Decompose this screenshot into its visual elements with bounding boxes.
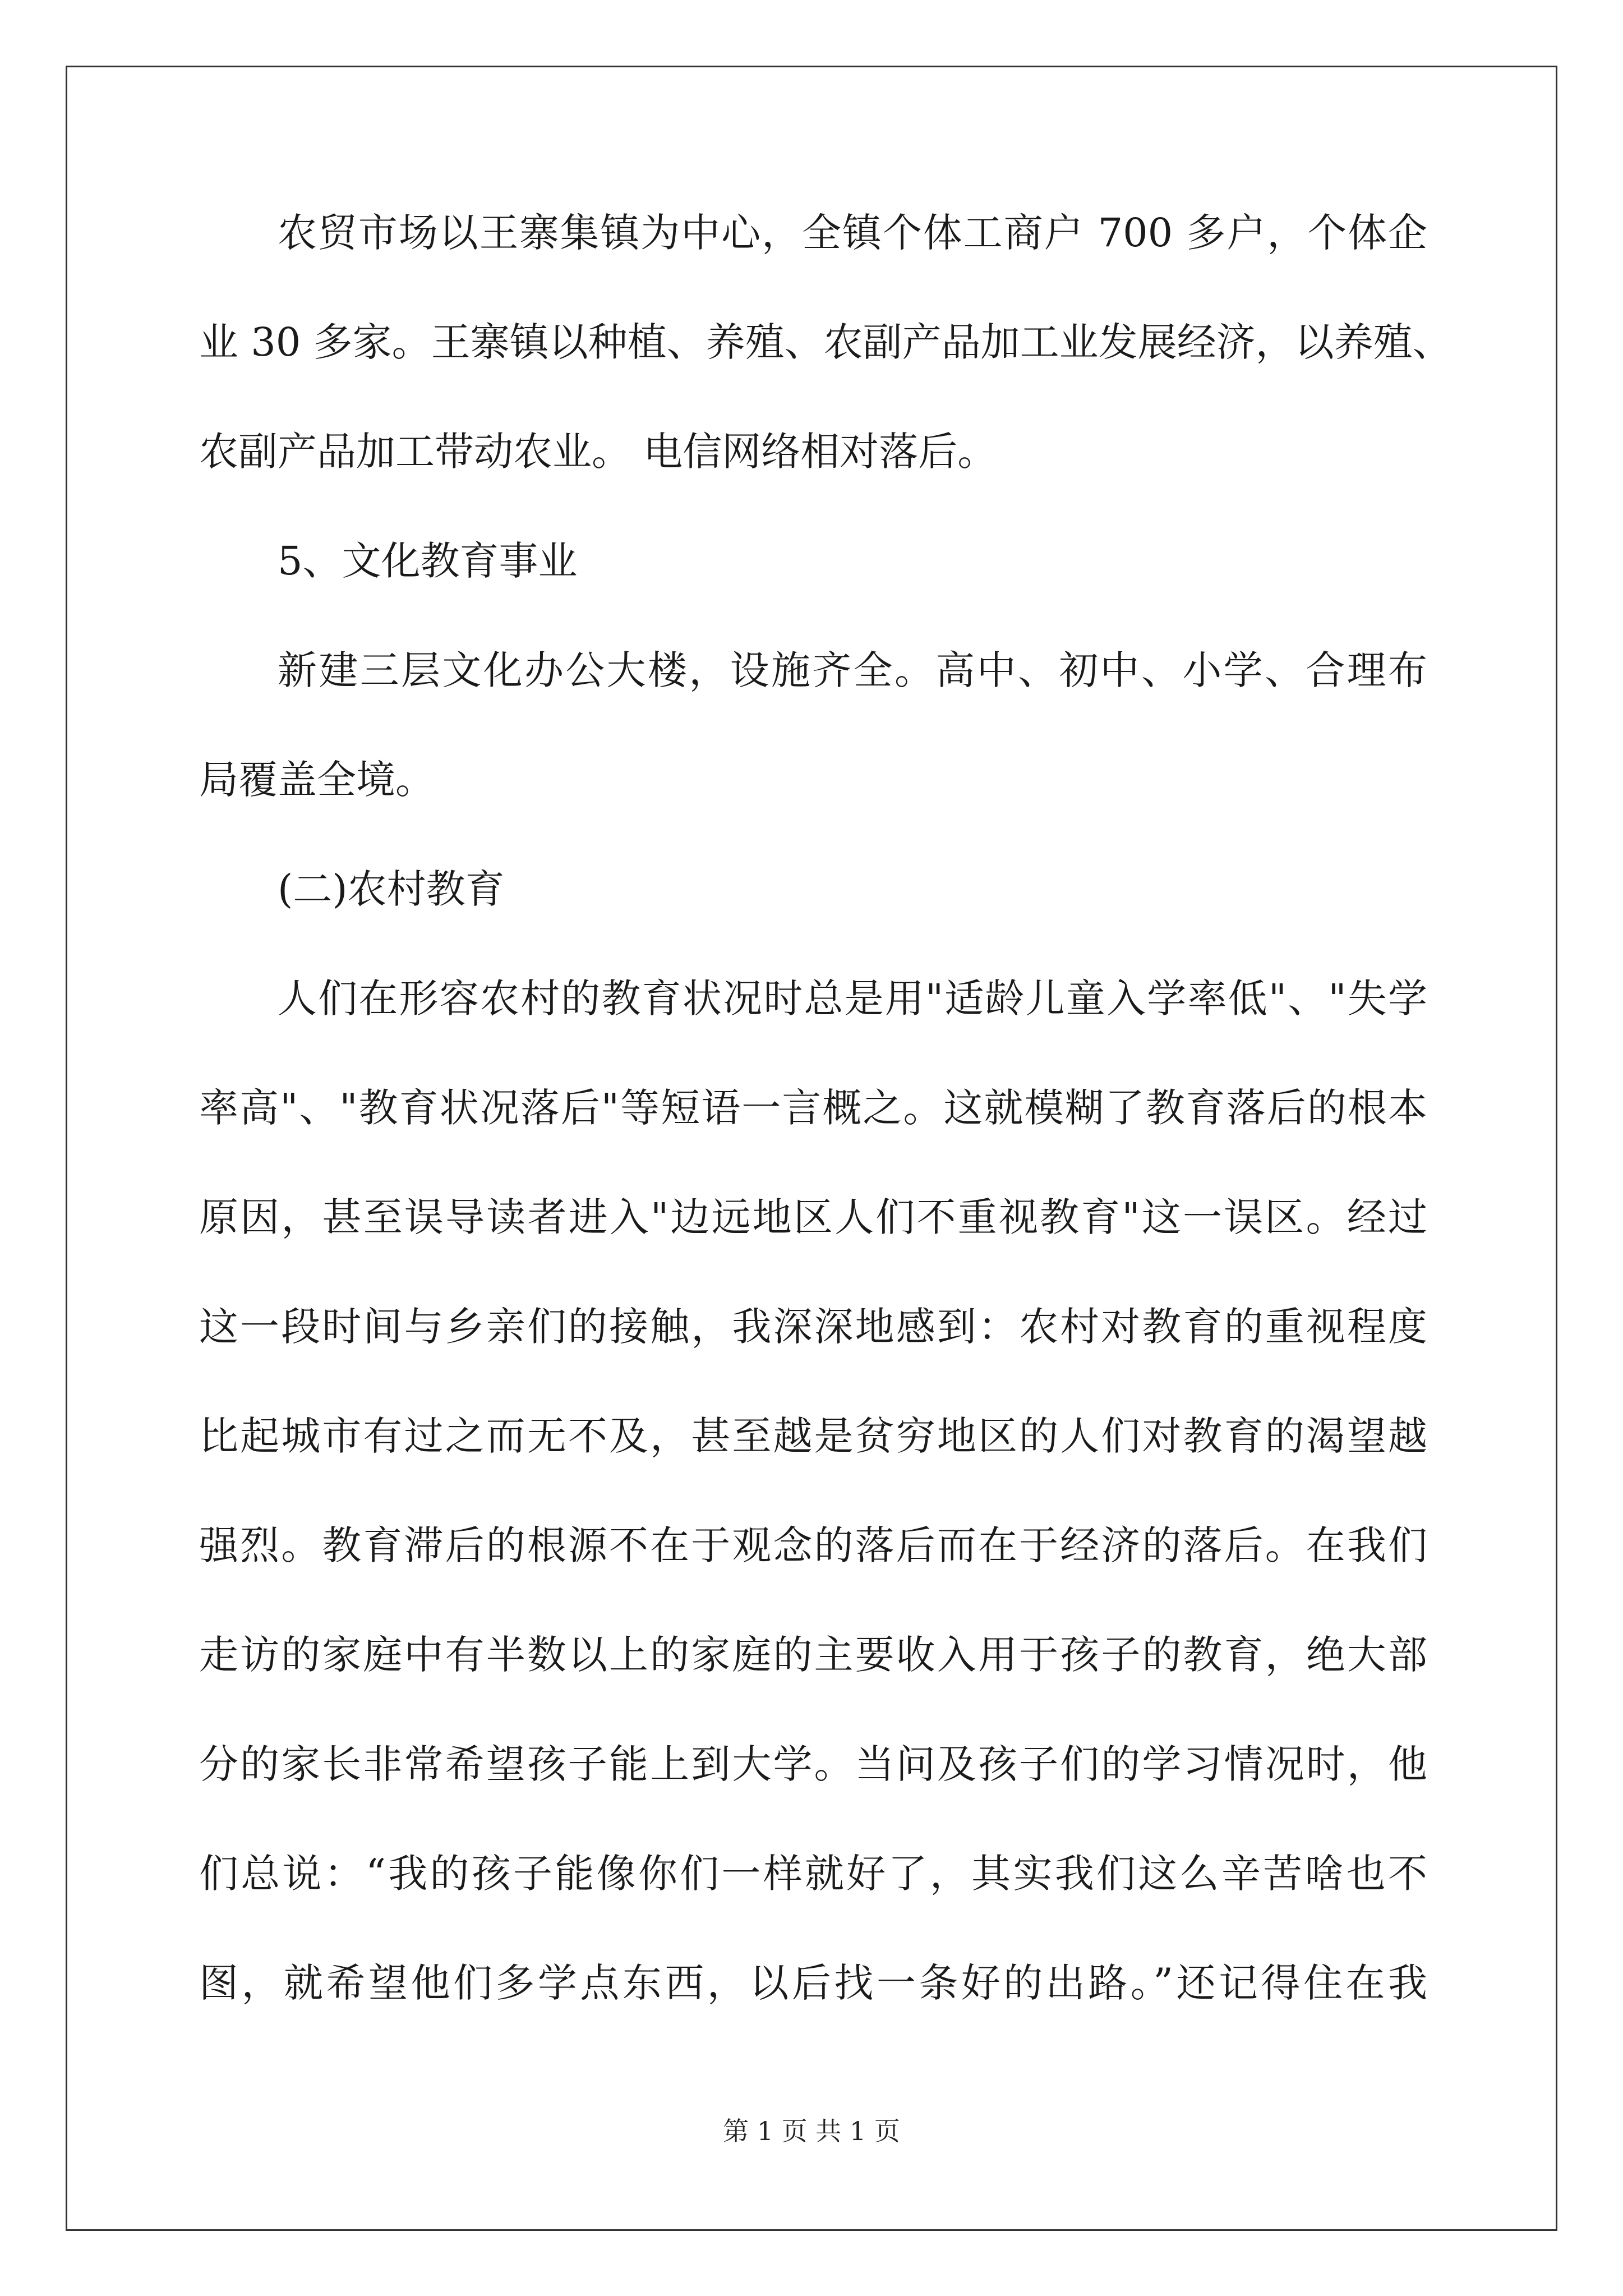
document-body [199,210,1452,2006]
paragraph-line: 强烈。教育滞后的根源不在于观念的落后而在于经济的落后。在我们 [199,1522,1427,1568]
paragraph-line: 新建三层文化办公大楼，设施齐全。高中、初中、小学、合理布 [278,647,1427,693]
paragraph-line: 人们在形容农村的教育状况时总是用"适龄儿童入学率低"、"失学 [278,976,1427,1022]
paragraph-line: 分的家长非常希望孩子能上到大学。当问及孩子们的学习情况时，他 [199,1741,1427,1787]
paragraph-line: 比起城市有过之而无不及，甚至越是贫穷地区的人们对教育的渴望越 [199,1413,1427,1459]
paragraph-line: 走访的家庭中有半数以上的家庭的主要收入用于孩子的教育，绝大部 [199,1632,1427,1678]
paragraph-line: 局覆盖全境。 [199,757,435,803]
paragraph-line: 率高"、"教育状况落后"等短语一言概之。这就模糊了教育落后的根本 [199,1085,1427,1131]
paragraph-line: 农贸市场以王寨集镇为中心，全镇个体工商户 700 多户，个体企 [278,210,1427,256]
paragraph-line: 业 30 多家。王寨镇以种植、养殖、农副产品加工业发展经济，以养殖、 [199,319,1452,365]
paragraph-line: 图，就希望他们多学点东西，以后找一条好的出路。”还记得住在我 [199,1960,1427,2006]
page-number-footer: 第 1 页 共 1 页 [723,2116,900,2146]
paragraph-line: 原因，甚至误导读者进入"边远地区人们不重视教育"这一误区。经过 [199,1194,1427,1240]
paragraph-line: 这一段时间与乡亲们的接触，我深深地感到：农村对教育的重视程度 [199,1304,1427,1350]
paragraph-line: 们总说：“我的孩子能像你们一样就好了，其实我们这么辛苦啥也不 [199,1851,1427,1897]
section-heading: (二)农村教育 [278,866,505,912]
section-heading: 5、文化教育事业 [278,538,578,584]
paragraph-line: 农副产品加工带动农业。 电信网络相对落后。 [199,429,997,475]
